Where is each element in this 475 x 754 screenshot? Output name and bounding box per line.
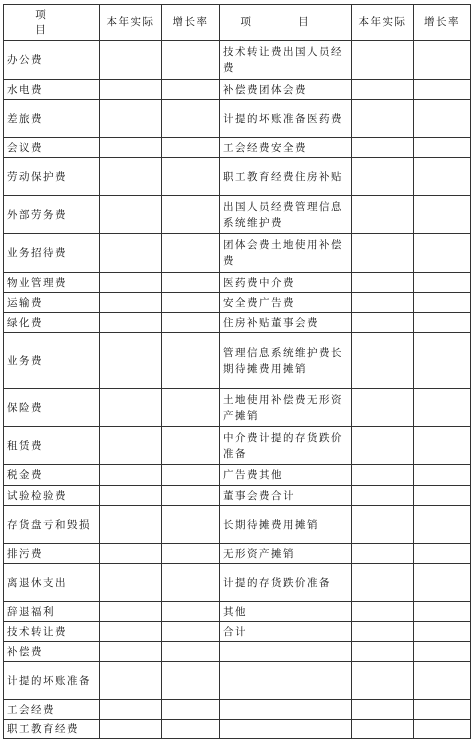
left-actual — [100, 80, 162, 100]
table-row — [4, 662, 471, 700]
right-growth — [414, 41, 471, 80]
table-row — [4, 234, 471, 273]
right-item: 长期待摊费用摊销 — [220, 506, 352, 544]
left-item: 绿化费 — [4, 313, 100, 333]
table-row — [4, 313, 471, 333]
table-row — [4, 158, 471, 196]
right-item: 无形资产摊销 — [220, 544, 352, 564]
left-actual — [100, 427, 162, 465]
right-growth — [414, 273, 471, 293]
left-growth — [162, 158, 220, 196]
right-growth — [414, 234, 471, 273]
left-item: 会议费 — [4, 138, 100, 158]
right-actual — [352, 313, 414, 333]
left-item: 计提的坏账准备 — [4, 662, 100, 700]
right-actual — [352, 720, 414, 739]
right-item: 住房补贴董事会费 — [220, 313, 352, 333]
right-item: 其他 — [220, 602, 352, 622]
left-actual — [100, 41, 162, 80]
right-growth — [414, 602, 471, 622]
right-growth — [414, 622, 471, 642]
left-actual — [100, 642, 162, 662]
right-item: 团体会费土地使用补偿费 — [220, 234, 352, 273]
right-actual — [352, 465, 414, 486]
header-growth-2: 增长率 — [414, 5, 471, 41]
left-item: 物业管理费 — [4, 273, 100, 293]
left-actual — [100, 196, 162, 234]
right-item: 合计 — [220, 622, 352, 642]
right-actual — [352, 662, 414, 700]
header-item: 项 目 — [4, 5, 100, 41]
right-item: 土地使用补偿费无形资产摊销 — [220, 389, 352, 427]
header-actual-2: 本年实际 — [352, 5, 414, 41]
right-growth — [414, 196, 471, 234]
right-growth — [414, 427, 471, 465]
left-actual — [100, 720, 162, 739]
table-row — [4, 622, 471, 642]
right-item: 中介费计提的存货跌价准备 — [220, 427, 352, 465]
table-row — [4, 138, 471, 158]
right-actual — [352, 602, 414, 622]
left-growth — [162, 622, 220, 642]
left-actual — [100, 700, 162, 720]
right-item: 管理信息系统维护费长期待摊费用摊销 — [220, 333, 352, 389]
left-item: 劳动保护费 — [4, 158, 100, 196]
table-row — [4, 100, 471, 138]
left-item: 职工教育经费 — [4, 720, 100, 739]
left-actual — [100, 389, 162, 427]
table-row — [4, 506, 471, 544]
right-actual — [352, 427, 414, 465]
right-growth — [414, 662, 471, 700]
header-growth: 增长率 — [162, 5, 220, 41]
left-item: 业务费 — [4, 333, 100, 389]
right-growth — [414, 700, 471, 720]
left-item: 运输费 — [4, 293, 100, 313]
right-growth — [414, 506, 471, 544]
left-growth — [162, 662, 220, 700]
header-row — [4, 5, 471, 41]
left-item: 业务招待费 — [4, 234, 100, 273]
expense-table — [3, 4, 471, 739]
right-item: 补偿费团体会费 — [220, 80, 352, 100]
left-item: 试验检验费 — [4, 486, 100, 506]
right-actual — [352, 544, 414, 564]
left-item: 办公费 — [4, 41, 100, 80]
left-item: 补偿费 — [4, 642, 100, 662]
right-actual — [352, 333, 414, 389]
left-growth — [162, 506, 220, 544]
right-item: 技术转让费出国人员经费 — [220, 41, 352, 80]
right-item: 工会经费安全费 — [220, 138, 352, 158]
right-growth — [414, 544, 471, 564]
left-growth — [162, 465, 220, 486]
left-item: 税金费 — [4, 465, 100, 486]
table-row — [4, 642, 471, 662]
right-item: 计提的坏账准备医药费 — [220, 100, 352, 138]
right-item: 医药费中介费 — [220, 273, 352, 293]
left-growth — [162, 642, 220, 662]
table-row — [4, 720, 471, 739]
left-actual — [100, 506, 162, 544]
left-growth — [162, 313, 220, 333]
right-growth — [414, 158, 471, 196]
right-item — [220, 662, 352, 700]
right-growth — [414, 465, 471, 486]
right-growth — [414, 293, 471, 313]
left-actual — [100, 234, 162, 273]
left-growth — [162, 196, 220, 234]
left-growth — [162, 100, 220, 138]
right-growth — [414, 80, 471, 100]
left-item: 外部劳务费 — [4, 196, 100, 234]
right-item: 计提的存货跌价准备 — [220, 564, 352, 602]
left-growth — [162, 333, 220, 389]
left-item: 水电费 — [4, 80, 100, 100]
right-growth — [414, 486, 471, 506]
left-growth — [162, 293, 220, 313]
right-growth — [414, 100, 471, 138]
table-row — [4, 333, 471, 389]
left-actual — [100, 273, 162, 293]
table-row — [4, 80, 471, 100]
left-growth — [162, 427, 220, 465]
right-item: 职工教育经费住房补贴 — [220, 158, 352, 196]
left-growth — [162, 700, 220, 720]
right-growth — [414, 389, 471, 427]
left-actual — [100, 158, 162, 196]
table-row — [4, 700, 471, 720]
right-growth — [414, 564, 471, 602]
left-actual — [100, 602, 162, 622]
right-item — [220, 700, 352, 720]
left-item: 租赁费 — [4, 427, 100, 465]
left-item: 差旅费 — [4, 100, 100, 138]
right-actual — [352, 80, 414, 100]
right-actual — [352, 642, 414, 662]
left-item: 离退休支出 — [4, 564, 100, 602]
right-actual — [352, 196, 414, 234]
left-actual — [100, 622, 162, 642]
left-actual — [100, 293, 162, 313]
left-growth — [162, 273, 220, 293]
right-growth — [414, 138, 471, 158]
left-actual — [100, 333, 162, 389]
right-item: 出国人员经费管理信息系统维护费 — [220, 196, 352, 234]
left-growth — [162, 564, 220, 602]
table-row — [4, 465, 471, 486]
right-actual — [352, 700, 414, 720]
right-actual — [352, 138, 414, 158]
left-growth — [162, 602, 220, 622]
left-growth — [162, 544, 220, 564]
right-growth — [414, 313, 471, 333]
left-actual — [100, 100, 162, 138]
left-item: 辞退福利 — [4, 602, 100, 622]
left-growth — [162, 720, 220, 739]
right-item: 董事会费合计 — [220, 486, 352, 506]
right-growth — [414, 333, 471, 389]
left-actual — [100, 662, 162, 700]
left-item: 保险费 — [4, 389, 100, 427]
table-row — [4, 293, 471, 313]
right-actual — [352, 100, 414, 138]
right-actual — [352, 158, 414, 196]
left-growth — [162, 234, 220, 273]
right-item — [220, 642, 352, 662]
left-growth — [162, 486, 220, 506]
right-item — [220, 720, 352, 739]
left-growth — [162, 80, 220, 100]
header-item-2: 项 目 — [220, 5, 352, 41]
left-actual — [100, 564, 162, 602]
left-growth — [162, 389, 220, 427]
left-item: 排污费 — [4, 544, 100, 564]
right-item: 广告费其他 — [220, 465, 352, 486]
table-row — [4, 196, 471, 234]
left-item: 工会经费 — [4, 700, 100, 720]
header-actual: 本年实际 — [100, 5, 162, 41]
left-growth — [162, 41, 220, 80]
table-row — [4, 427, 471, 465]
right-actual — [352, 273, 414, 293]
table-row — [4, 544, 471, 564]
right-actual — [352, 389, 414, 427]
right-actual — [352, 506, 414, 544]
right-growth — [414, 642, 471, 662]
left-item: 存货盘亏和毁损 — [4, 506, 100, 544]
left-actual — [100, 138, 162, 158]
right-actual — [352, 234, 414, 273]
right-growth — [414, 720, 471, 739]
table-row — [4, 273, 471, 293]
left-growth — [162, 138, 220, 158]
table-row — [4, 486, 471, 506]
table-row — [4, 389, 471, 427]
left-actual — [100, 544, 162, 564]
table-row — [4, 564, 471, 602]
left-actual — [100, 486, 162, 506]
right-actual — [352, 564, 414, 602]
table-row — [4, 41, 471, 80]
right-actual — [352, 41, 414, 80]
left-actual — [100, 313, 162, 333]
right-item: 安全费广告费 — [220, 293, 352, 313]
right-actual — [352, 293, 414, 313]
right-actual — [352, 622, 414, 642]
right-actual — [352, 486, 414, 506]
table-row — [4, 602, 471, 622]
left-actual — [100, 465, 162, 486]
left-item: 技术转让费 — [4, 622, 100, 642]
